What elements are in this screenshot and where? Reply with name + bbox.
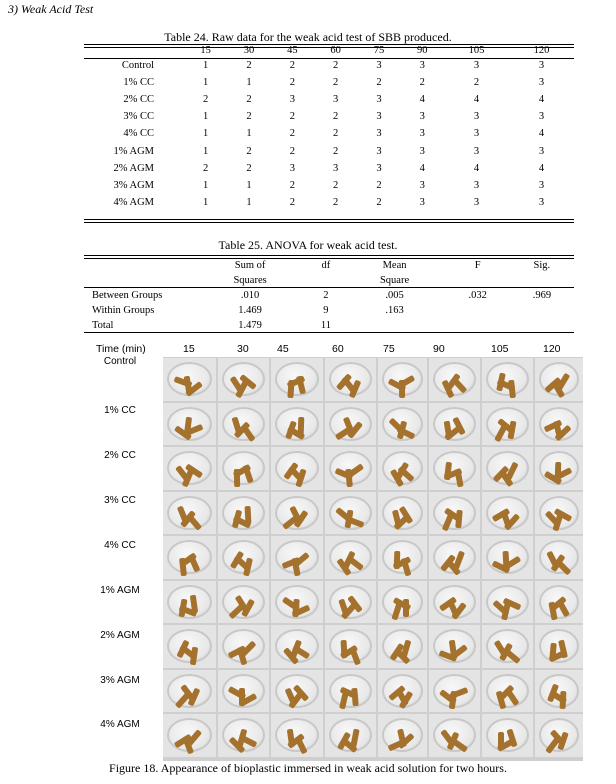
dish-photo (429, 670, 480, 713)
dish-photo (429, 403, 480, 446)
table-cell: 3 (538, 196, 545, 208)
row-label: 2% AGM (113, 162, 154, 174)
ms-header-2: Square (379, 275, 410, 286)
df-cell: 2 (323, 290, 329, 301)
dish-photo (378, 403, 427, 446)
table-cell: 2 (246, 60, 252, 72)
table-cell: 2 (289, 196, 295, 208)
time-label: Time (min) (96, 343, 146, 355)
dish-photo (271, 714, 323, 757)
dish-photo (482, 714, 533, 757)
table-cell: 1 (203, 77, 209, 89)
dish-photo (482, 358, 533, 401)
ms-cell (344, 318, 446, 333)
dish-photo (271, 536, 323, 579)
dish-photo (429, 447, 480, 490)
table-cell: 3 (376, 128, 382, 140)
table-cell: 2 (419, 77, 425, 89)
table-cell: 2 (203, 162, 209, 174)
dish-photo (271, 358, 323, 401)
dish-photo (378, 714, 427, 757)
dish-photo (482, 670, 533, 713)
dish-photo (218, 670, 269, 713)
dish-photo (535, 447, 583, 490)
sig-cell: .969 (532, 290, 552, 301)
table-cell: 4 (419, 94, 425, 106)
table-cell: 3 (538, 60, 545, 72)
table-cell: 3 (473, 196, 480, 208)
table-cell: 3 (333, 94, 339, 106)
ss-cell: .010 (240, 290, 260, 301)
petri-dish (382, 540, 423, 574)
table-cell: 3 (473, 60, 480, 72)
table-row (84, 160, 574, 177)
table-cell: 2 (246, 111, 252, 123)
time-header-120: 120 (543, 343, 561, 355)
bioplastic-strip (403, 599, 409, 617)
table-cell: 3 (376, 111, 382, 123)
table-cell: 3 (473, 145, 480, 157)
dish-photo (218, 403, 269, 446)
figure-row-label: 1% CC (104, 405, 136, 416)
table-cell: 4 (473, 94, 480, 106)
figure-row-label: Control (103, 356, 137, 367)
table-row (84, 74, 574, 91)
row-label: Control (121, 60, 154, 72)
ss-header-2: Squares (233, 275, 267, 286)
table-cell: 4 (473, 162, 480, 174)
sig-cell (510, 303, 574, 318)
table-cell: 3 (376, 145, 382, 157)
table-cell: 2 (473, 77, 480, 89)
table-cell: 2 (246, 94, 252, 106)
table-cell: 1 (203, 196, 209, 208)
dish-photo (218, 581, 269, 624)
dish-photo (482, 581, 533, 624)
column-header-60: 60 (330, 45, 341, 56)
table25-header-row-2 (84, 273, 574, 288)
figure-row-label: 4% CC (104, 540, 136, 551)
dish-photo (378, 625, 427, 668)
time-header-75: 75 (383, 343, 395, 355)
table-cell: 2 (289, 77, 295, 89)
row-label: 3% CC (123, 111, 154, 123)
bioplastic-strip (244, 506, 251, 524)
table25-header-rule (84, 287, 574, 288)
table-cell: 3 (473, 111, 480, 123)
f-cell (446, 318, 510, 333)
row-label: 1% AGM (113, 145, 154, 157)
table-cell: 3 (333, 162, 339, 174)
dish-photo (325, 625, 376, 668)
table-cell: 3 (419, 179, 425, 191)
table-cell: 2 (289, 111, 295, 123)
table-cell: 3 (289, 162, 295, 174)
dish-photo (163, 581, 216, 624)
dish-photo (325, 581, 376, 624)
dish-photo (535, 403, 583, 446)
table-cell: 3 (419, 111, 425, 123)
dish-photo (378, 358, 427, 401)
table-cell: 2 (203, 94, 209, 106)
table-cell: 1 (203, 145, 209, 157)
table25-bottom-rule (84, 332, 574, 333)
dish-photo (378, 670, 427, 713)
dish-photo (535, 670, 583, 713)
df-header: df (321, 260, 331, 271)
dish-photo (271, 670, 323, 713)
time-header-105: 105 (491, 343, 509, 355)
bioplastic-strip (455, 510, 463, 528)
ms-header: Mean (382, 260, 407, 271)
table-row (84, 303, 574, 318)
dish-photo (325, 358, 376, 401)
table-cell: 3 (473, 179, 480, 191)
dish-photo (163, 670, 216, 713)
figure-row-label: 3% CC (104, 495, 136, 506)
table-cell: 3 (538, 145, 545, 157)
dish-photo (325, 447, 376, 490)
table-cell: 3 (419, 145, 425, 157)
dish-photo (482, 625, 533, 668)
df-header-2 (308, 273, 343, 288)
table-row (84, 318, 574, 333)
table-cell: 3 (419, 60, 425, 72)
dish-photo (218, 492, 269, 535)
table-cell: 2 (289, 145, 295, 157)
dish-photo (218, 536, 269, 579)
table-cell: 2 (246, 145, 252, 157)
dish-photo (271, 625, 323, 668)
f-header-2 (446, 273, 510, 288)
ms-cell: .163 (385, 305, 404, 316)
sig-header: Sig. (533, 260, 551, 271)
dish-photo (535, 492, 583, 535)
bioplastic-strip (508, 379, 516, 398)
petri-dish (433, 451, 476, 485)
figure-row-label: 2% CC (104, 450, 136, 461)
dish-photo (163, 625, 216, 668)
figure-row-label: 3% AGM (100, 675, 140, 686)
table-cell: 3 (473, 128, 480, 140)
dish-photo (535, 536, 583, 579)
dish-photo (535, 714, 583, 757)
table-cell: 4 (538, 94, 545, 106)
figure-row-label: 1% AGM (100, 585, 140, 596)
table-cell: 2 (333, 179, 339, 191)
table-cell: 2 (333, 196, 339, 208)
dish-photo (378, 536, 427, 579)
ss-header: Sum of (234, 260, 266, 271)
dish-photo (429, 714, 480, 757)
bioplastic-strip (298, 417, 305, 435)
table-cell: 3 (538, 111, 545, 123)
petri-dish (167, 629, 212, 663)
row-label: 2% CC (123, 94, 154, 106)
section-heading: 3) Weak Acid Test (8, 2, 94, 16)
dish-photo (271, 403, 323, 446)
time-header-60: 60 (332, 343, 344, 355)
table-cell: 4 (538, 162, 545, 174)
column-header-120: 120 (533, 45, 550, 56)
table24-bottom-rule (84, 219, 574, 220)
column-header-75: 75 (373, 45, 385, 56)
dish-photo (325, 536, 376, 579)
df-cell: 11 (320, 320, 331, 331)
time-header-30: 30 (237, 343, 249, 355)
dish-photo (218, 358, 269, 401)
sig-cell (510, 318, 574, 333)
table25-caption: Table 25. ANOVA for weak acid test. (218, 238, 398, 252)
row-label: Total (92, 320, 114, 331)
column-header-90: 90 (417, 45, 428, 56)
dish-photo (429, 492, 480, 535)
table25-top-rule (84, 255, 574, 256)
table-cell: 2 (333, 77, 339, 89)
row-label: Within Groups (92, 305, 155, 316)
dish-photo (429, 581, 480, 624)
dish-photo (482, 447, 533, 490)
table-cell: 4 (538, 128, 545, 140)
dish-photo (482, 536, 533, 579)
dish-photo (535, 625, 583, 668)
table-cell: 3 (376, 162, 382, 174)
dish-photo (163, 714, 216, 757)
table-cell: 3 (538, 179, 545, 191)
table24-bottom-rule-2 (84, 222, 574, 223)
dish-photo (429, 536, 480, 579)
column-header-45: 45 (287, 45, 298, 56)
dish-photo (325, 714, 376, 757)
dish-photo (325, 670, 376, 713)
table-cell: 3 (419, 128, 425, 140)
f-cell: .032 (468, 290, 487, 301)
petri-dish (486, 362, 529, 396)
table-cell: 2 (289, 60, 295, 72)
time-header-15: 15 (183, 343, 195, 355)
table25-header-row-1 (84, 258, 574, 273)
table24-caption: Table 24. Raw data for the weak acid test of SBB produced. (164, 30, 452, 44)
table-row (84, 91, 574, 108)
dish-photo (218, 714, 269, 757)
table-row (84, 288, 574, 303)
dish-photo (218, 625, 269, 668)
table-cell: 1 (203, 111, 209, 123)
table24-header-row (84, 44, 574, 57)
table-cell: 3 (538, 77, 545, 89)
table-cell: 1 (246, 128, 252, 140)
table-cell: 1 (203, 60, 209, 72)
ss-cell: 1.469 (238, 305, 262, 316)
dish-photo (378, 492, 427, 535)
ms-cell: .005 (385, 290, 404, 301)
bioplastic-strip (351, 688, 359, 706)
time-header-90: 90 (433, 343, 445, 355)
dish-photo (163, 403, 216, 446)
figure18-photo-grid (163, 357, 583, 761)
table-cell: 2 (289, 179, 295, 191)
table-cell: 1 (246, 196, 252, 208)
dish-photo (271, 447, 323, 490)
figure-row-label: 4% AGM (100, 719, 140, 730)
table25 (84, 258, 574, 333)
row-label: 4% CC (123, 128, 154, 140)
table-row (84, 142, 574, 159)
table-row (84, 194, 574, 211)
dish-photo (271, 581, 323, 624)
dish-photo (163, 536, 216, 579)
table-cell: 1 (203, 179, 209, 191)
bioplastic-strip (559, 691, 566, 709)
dish-photo (218, 447, 269, 490)
table-cell: 4 (419, 162, 425, 174)
dish-photo (482, 403, 533, 446)
dish-photo (482, 492, 533, 535)
dish-photo (163, 358, 216, 401)
table-cell: 1 (246, 77, 252, 89)
dish-photo (163, 492, 216, 535)
f-cell (446, 303, 510, 318)
row-label: 1% CC (123, 77, 154, 89)
table-cell: 3 (419, 196, 425, 208)
table-cell: 2 (376, 196, 382, 208)
table-cell: 1 (203, 128, 209, 140)
dish-photo (325, 492, 376, 535)
dish-photo (325, 403, 376, 446)
table-row (84, 108, 574, 125)
dish-photo (378, 581, 427, 624)
table-cell: 3 (376, 60, 382, 72)
row-label: 3% AGM (113, 179, 154, 191)
table-cell: 3 (376, 94, 382, 106)
table-cell: 2 (333, 60, 339, 72)
table-cell: 2 (376, 77, 382, 89)
sig-header-2 (510, 273, 574, 288)
table24 (84, 44, 574, 211)
f-header: F (474, 260, 481, 271)
dish-photo (535, 358, 583, 401)
table-cell: 2 (333, 128, 339, 140)
dish-photo (429, 625, 480, 668)
dish-photo (535, 581, 583, 624)
table-row (84, 177, 574, 194)
column-header-105: 105 (468, 45, 485, 56)
dish-photo (378, 447, 427, 490)
row-label: 4% AGM (113, 196, 154, 208)
dish-photo (271, 492, 323, 535)
table-cell: 2 (289, 128, 295, 140)
table-cell: 3 (289, 94, 295, 106)
figure18-caption: Figure 18. Appearance of bioplastic immersed in weak acid solution for two hours. (109, 761, 507, 775)
table-row (84, 125, 574, 142)
row-label: Between Groups (92, 290, 163, 301)
column-header-30: 30 (243, 45, 255, 56)
figure-row-label: 2% AGM (100, 630, 140, 641)
table-cell: 2 (376, 179, 382, 191)
time-header-45: 45 (277, 343, 289, 355)
table-cell: 2 (246, 162, 252, 174)
table-cell: 1 (246, 179, 252, 191)
ss-cell: 1.479 (238, 320, 262, 331)
column-header-15: 15 (200, 45, 211, 56)
dish-photo (429, 358, 480, 401)
dish-photo (163, 447, 216, 490)
table-cell: 2 (333, 111, 339, 123)
table-cell: 2 (333, 145, 339, 157)
table-row (84, 57, 574, 74)
df-cell: 9 (323, 305, 329, 316)
